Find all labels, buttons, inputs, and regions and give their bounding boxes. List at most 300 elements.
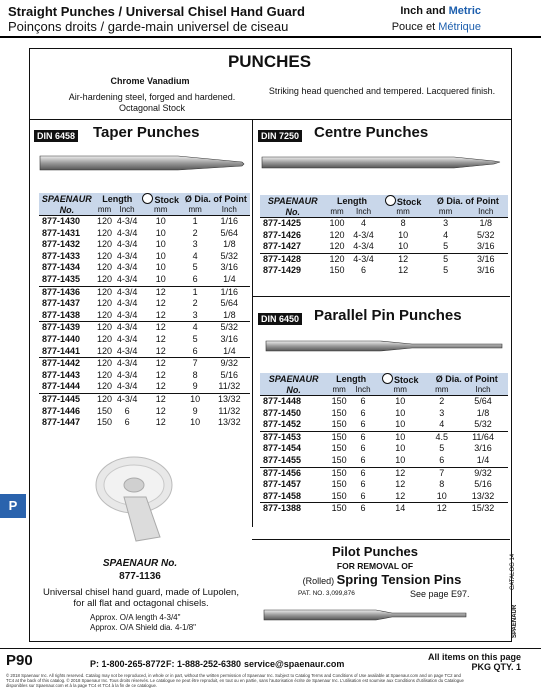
footer-fax: F: 1-888-252-6380	[166, 659, 242, 669]
part-number-cell: 877-1425	[260, 218, 325, 230]
stock-cell: 12	[155, 298, 166, 309]
stock-cell: 10	[140, 216, 182, 228]
centre-th-stock-text: Stock	[396, 197, 422, 207]
table-row	[260, 443, 508, 455]
parallel-th-brand: SPAENAUR	[260, 373, 327, 385]
pilot-line1: FOR REMOVAL OF	[336, 561, 414, 571]
table-row	[39, 274, 250, 286]
part-number-cell: 877-1429	[263, 265, 302, 276]
taper-spec-table	[39, 193, 250, 429]
page-title-fr: Poinçons droits / garde-main universel de ciseau	[8, 19, 289, 34]
catalog-side-label	[510, 550, 524, 640]
part-number-cell: 877-1447	[42, 417, 81, 428]
part-number-cell: 877-1456	[260, 467, 327, 479]
table-row	[39, 417, 250, 429]
length-inch-cell: 6	[351, 467, 375, 479]
part-number-cell: 877-1455	[263, 454, 302, 465]
parallel-th-length: Length	[327, 373, 375, 385]
stock-cell: 12	[140, 286, 182, 298]
length-mm-cell: 120	[97, 239, 113, 250]
part-number-cell: 877-1430	[39, 216, 95, 228]
part-number-cell: 877-1432	[42, 239, 81, 250]
length-inch-cell: 6	[360, 443, 366, 454]
part-number-cell: 877-1426	[263, 229, 302, 240]
length-mm-cell: 150	[329, 265, 345, 276]
stock-cell: 12	[155, 417, 166, 428]
length-inch-cell: 4-3/4	[116, 239, 138, 250]
length-mm-cell: 120	[97, 250, 113, 261]
part-number-cell: 877-1458	[263, 490, 302, 501]
table-row	[39, 370, 250, 382]
length-mm-cell: 120	[95, 322, 115, 334]
length-mm-cell: 150	[331, 454, 347, 465]
dia-inch-cell: 11/32	[218, 381, 241, 392]
part-number-cell: 877-1452	[263, 419, 302, 430]
parallel-th-mm: mm	[327, 385, 351, 396]
centre-table	[260, 195, 508, 277]
dia-mm-cell: 8	[192, 369, 198, 380]
length-mm-cell: 120	[97, 262, 113, 273]
taper-table	[39, 193, 250, 429]
table-row	[39, 262, 250, 274]
part-number-cell: 877-1443	[42, 369, 81, 380]
dia-inch-cell: 13/32	[209, 393, 250, 405]
length-mm-cell: 120	[97, 309, 113, 320]
dia-inch-cell: 5/32	[474, 419, 492, 430]
stock-cell: 12	[155, 405, 166, 416]
side-brand: SPAENAUR	[512, 604, 518, 638]
part-number-cell: 877-1388	[260, 503, 327, 515]
table-row	[260, 431, 508, 443]
stock-cell: 8	[378, 218, 427, 230]
table-row	[39, 381, 250, 393]
length-mm-cell: 120	[97, 227, 113, 238]
part-number-cell: 877-1444	[42, 381, 81, 392]
length-inch-cell: 4-3/4	[116, 273, 138, 284]
taper-th-dia-mm: mm	[182, 205, 209, 216]
pilot-line2	[262, 571, 502, 589]
parallel-title: Parallel Pin Punches	[314, 307, 462, 324]
length-mm-cell: 150	[331, 419, 347, 430]
dia-inch-cell: 13/32	[218, 417, 241, 428]
dia-mm-cell: 10	[436, 490, 447, 501]
taper-th-inch: Inch	[114, 205, 139, 216]
length-inch-cell: 6	[124, 417, 130, 428]
length-mm-cell: 150	[327, 396, 351, 408]
taper-th-brand: SPAENAUR	[39, 193, 95, 205]
length-inch-cell: 4-3/4	[116, 227, 138, 238]
dia-inch-cell: 3/16	[474, 443, 492, 454]
stock-cell: 10	[155, 273, 166, 284]
guard-brand: SPAENAUR No.	[102, 558, 178, 569]
parallel-th-inch: Inch	[351, 385, 375, 396]
page-title-en: Straight Punches / Universal Chisel Hand Guard	[8, 4, 305, 19]
guard-desc-2: for all flat and octagonal chisels.	[73, 598, 209, 609]
centre-spec-table	[260, 195, 508, 277]
dia-inch-cell: 3/16	[476, 241, 495, 252]
dia-mm-cell: 8	[439, 479, 445, 490]
table-row	[260, 479, 508, 491]
section-tab[interactable]: P	[0, 494, 26, 518]
taper-title: Taper Punches	[93, 124, 200, 141]
footer-fine-3: disponibles sur Spaenaur.com et à la page TC4 et TC4 à la fin de ce catalogue.	[6, 683, 158, 688]
stock-cell: 12	[398, 265, 409, 276]
part-number-cell: 877-1440	[42, 333, 81, 344]
stock-cell: 10	[395, 443, 406, 454]
dia-inch-cell: 5/32	[220, 250, 239, 261]
guard-number: 877-1136	[119, 571, 161, 582]
dia-mm-cell: 3	[428, 218, 464, 230]
length-inch-cell: 6	[360, 490, 366, 501]
unit-label-fr-metric: Métrique	[438, 21, 481, 33]
part-number-cell: 877-1435	[42, 273, 81, 284]
table-row	[260, 491, 508, 503]
length-mm-cell: 120	[97, 369, 113, 380]
part-number-cell: 877-1454	[263, 443, 302, 454]
dia-inch-cell: 5/16	[220, 369, 239, 380]
length-mm-cell: 120	[329, 229, 345, 240]
taper-th-length: Length	[95, 193, 140, 205]
unit-label-en-metric: Metric	[448, 5, 481, 17]
guard-length: Approx. O/A length 4-3/4"	[90, 613, 181, 622]
dia-mm-cell: 5	[192, 262, 198, 273]
dia-mm-cell: 4	[439, 419, 445, 430]
dia-inch-cell: 11/64	[458, 431, 508, 443]
length-inch-cell: 4-3/4	[116, 262, 138, 273]
centre-din-badge	[258, 126, 302, 144]
stock-cell: 12	[140, 393, 182, 405]
dia-mm-cell: 2	[426, 396, 459, 408]
dia-mm-cell: 6	[192, 273, 198, 284]
parallel-din-badge	[258, 309, 302, 327]
length-inch-cell: 6	[360, 454, 366, 465]
stock-cell: 10	[155, 262, 166, 273]
dia-inch-cell: 1/4	[223, 273, 236, 284]
centre-th-length: Length	[325, 195, 378, 207]
dia-inch-cell: 1/4	[223, 345, 236, 356]
table-row	[39, 298, 250, 310]
stock-cell: 14	[375, 503, 426, 515]
parallel-spec-table	[260, 373, 508, 515]
centre-punch-image	[258, 150, 506, 174]
stock-cell: 12	[155, 369, 166, 380]
stock-cell: 10	[398, 241, 409, 252]
length-mm-cell: 120	[95, 358, 115, 370]
length-mm-cell: 150	[327, 467, 351, 479]
dia-inch-cell: 1/8	[476, 407, 490, 418]
section-divider	[29, 119, 511, 120]
pilot-patent: PAT. NO. 3,099,876	[298, 590, 355, 597]
part-number-cell: 877-1428	[260, 253, 325, 265]
footer-pkg: PKG QTY. 1	[471, 662, 521, 672]
parallel-th-dia: Ø Dia. of Point	[426, 373, 508, 385]
length-inch-cell: 4-3/4	[116, 381, 138, 392]
table-row	[39, 358, 250, 370]
dia-inch-cell: 3/16	[463, 253, 508, 265]
guard-desc-1: Universal chisel hand guard, made of Lupolen,	[43, 587, 239, 598]
table-row	[260, 218, 508, 230]
length-mm-cell: 150	[331, 479, 347, 490]
dia-inch-cell: 3/16	[476, 265, 495, 276]
part-number-cell: 877-1457	[263, 479, 302, 490]
centre-th-dia-mm: mm	[428, 207, 464, 218]
length-inch-cell: 4-3/4	[114, 286, 139, 298]
stock-cell: 10	[155, 227, 166, 238]
stock-cell: 10	[155, 239, 166, 250]
table-row	[39, 393, 250, 405]
stock-cell: 12	[395, 490, 406, 501]
parallel-th-dia-mm: mm	[426, 385, 459, 396]
length-inch-cell: 6	[351, 503, 375, 515]
table-row	[39, 228, 250, 240]
centre-th-no: No.	[260, 207, 325, 218]
dia-inch-cell: 5/32	[476, 229, 495, 240]
centre-title: Centre Punches	[314, 124, 429, 141]
table-row	[39, 239, 250, 251]
pilot-punch-image	[260, 603, 470, 627]
part-number-cell: 877-1450	[263, 407, 302, 418]
parallel-th-dia-inch: Inch	[458, 385, 508, 396]
column-divider	[252, 119, 253, 527]
length-mm-cell: 120	[95, 286, 115, 298]
taper-th-mm: mm	[95, 205, 115, 216]
stock-cell: 12	[155, 309, 166, 320]
table-row	[260, 419, 508, 431]
unit-label-en	[400, 5, 481, 17]
length-mm-cell: 150	[327, 431, 351, 443]
stock-cell: 12	[375, 467, 426, 479]
dia-mm-cell: 6	[192, 345, 198, 356]
taper-th-dia-inch: Inch	[209, 205, 250, 216]
length-mm-cell: 150	[331, 443, 347, 454]
pilot-title: Pilot Punches	[332, 544, 418, 559]
length-inch-cell: 4-3/4	[116, 309, 138, 320]
catalog-label: CATALOG 14	[510, 553, 516, 590]
stock-cell: 10	[395, 454, 406, 465]
length-inch-cell: 4-3/4	[114, 358, 139, 370]
length-inch-cell: 6	[351, 431, 375, 443]
dia-inch-cell: 5/16	[474, 479, 492, 490]
table-row	[39, 251, 250, 263]
stock-cell: 10	[375, 431, 426, 443]
parallel-th-stock	[375, 373, 426, 385]
stock-cell: 12	[140, 358, 182, 370]
stock-cell: 12	[155, 345, 166, 356]
section-title: PUNCHES	[227, 52, 312, 71]
dia-mm-cell: 4	[192, 250, 198, 261]
parallel-th-stock-mm: mm	[375, 385, 426, 396]
length-mm-cell: 120	[95, 393, 115, 405]
centre-th-brand: SPAENAUR	[260, 195, 325, 207]
dia-inch-cell: 5/32	[209, 322, 250, 334]
centre-th-stock	[378, 195, 427, 207]
dia-mm-cell: 2	[192, 298, 198, 309]
table-row	[260, 396, 508, 408]
taper-din-text: DIN 6458	[34, 130, 78, 142]
taper-th-dia: Ø Dia. of Point	[182, 193, 250, 205]
length-mm-cell: 120	[95, 216, 115, 228]
stock-cell: 12	[155, 333, 166, 344]
dia-mm-cell: 4	[443, 229, 449, 240]
table-row	[39, 346, 250, 358]
length-inch-cell: 6	[351, 396, 375, 408]
length-mm-cell: 150	[331, 407, 347, 418]
dia-inch-cell: 1/8	[463, 218, 508, 230]
table-row	[260, 241, 508, 253]
part-number-cell: 877-1433	[42, 250, 81, 261]
centre-th-stock-mm: mm	[378, 207, 427, 218]
dia-inch-cell: 5/64	[220, 298, 239, 309]
table-row	[39, 286, 250, 298]
dia-mm-cell: 3	[192, 239, 198, 250]
stock-cell: 12	[155, 381, 166, 392]
stock-cell: 12	[395, 479, 406, 490]
length-mm-cell: 120	[97, 381, 113, 392]
dia-mm-cell: 9	[192, 405, 198, 416]
length-inch-cell: 4-3/4	[116, 333, 138, 344]
part-number-cell: 877-1427	[263, 241, 302, 252]
table-row	[260, 408, 508, 420]
head-desc: Striking head quenched and tempered. Lacquered finish.	[268, 86, 496, 96]
length-inch-cell: 6	[360, 479, 366, 490]
dia-inch-cell: 13/32	[471, 490, 495, 501]
part-number-cell: 877-1441	[42, 345, 81, 356]
length-mm-cell: 120	[325, 253, 348, 265]
dia-mm-cell: 9	[192, 381, 198, 392]
taper-th-stock	[140, 193, 182, 205]
pilot-line2-b: Spring Tension Pins	[336, 572, 462, 587]
length-inch-cell: 4-3/4	[353, 229, 374, 240]
dia-mm-cell: 3	[439, 407, 445, 418]
length-mm-cell: 150	[97, 417, 113, 428]
dia-mm-cell: 7	[182, 358, 209, 370]
table-row	[260, 455, 508, 467]
length-mm-cell: 150	[327, 503, 351, 515]
part-number-cell: 877-1431	[42, 227, 81, 238]
dia-mm-cell: 5	[443, 241, 449, 252]
stock-cell: 10	[395, 419, 406, 430]
dia-mm-cell: 5	[443, 265, 449, 276]
page-number: P90	[6, 652, 33, 669]
table-row	[260, 503, 508, 515]
parallel-din-text: DIN 6450	[258, 313, 302, 325]
centre-th-mm: mm	[325, 207, 348, 218]
length-mm-cell: 100	[325, 218, 348, 230]
parallel-th-stock-text: Stock	[393, 375, 419, 385]
part-number-cell: 877-1438	[42, 309, 81, 320]
material-desc-1: Air-hardening steel, forged and hardened.	[68, 92, 236, 102]
centre-din-text: DIN 7250	[258, 130, 302, 142]
material-desc-2: Octagonal Stock	[118, 103, 186, 113]
dia-mm-cell: 6	[439, 454, 445, 465]
parallel-table	[260, 373, 508, 515]
dia-inch-cell: 1/4	[476, 454, 490, 465]
dia-inch-cell: 15/32	[458, 503, 508, 515]
part-number-cell: 877-1446	[42, 405, 81, 416]
footer-rule	[0, 648, 541, 649]
dia-mm-cell: 12	[426, 503, 459, 515]
parallel-punch-image	[262, 333, 506, 359]
dia-mm-cell: 5	[192, 333, 198, 344]
footer-email[interactable]: service@spaenaur.com	[244, 659, 345, 669]
footer-items-note: All items on this page	[427, 652, 521, 662]
footer-phone: P: 1-800-265-8772	[90, 659, 166, 669]
dia-mm-cell: 3	[192, 309, 198, 320]
dia-mm-cell: 2	[192, 227, 198, 238]
material-label: Chrome Vanadium	[110, 76, 190, 86]
footer-fine-2: TC4 at the back of this catalog. © 2018 Spaenaur Inc. Tous droits réservés. Le catalogue ne peut être reproduit, en tout ou en partie, sans l'autorisation écrite de Spaenaur Inc. L'utilisation est soumise aux Conditions d'utilisation du Catalogue	[6, 678, 464, 683]
length-inch-cell: 4	[349, 218, 379, 230]
stock-cell: 10	[375, 396, 426, 408]
guard-shield: Approx. O/A Shield dia. 4-1/8"	[90, 623, 197, 632]
dia-mm-cell: 1	[182, 286, 209, 298]
length-inch-cell: 6	[360, 419, 366, 430]
pilot-divider	[252, 539, 510, 540]
pilot-see-page[interactable]: See page E97.	[410, 589, 470, 599]
taper-th-stock-text: Stock	[154, 195, 179, 205]
stock-cell: 12	[378, 253, 427, 265]
dia-mm-cell: 5	[439, 443, 445, 454]
table-row	[260, 467, 508, 479]
length-mm-cell: 120	[97, 273, 113, 284]
dia-mm-cell: 1	[182, 216, 209, 228]
unit-label-fr	[392, 21, 481, 33]
length-inch-cell: 4-3/4	[114, 393, 139, 405]
dia-mm-cell: 4	[182, 322, 209, 334]
length-inch-cell: 4-3/4	[116, 298, 138, 309]
dia-inch-cell: 1/8	[223, 309, 236, 320]
dia-inch-cell: 1/8	[223, 239, 236, 250]
length-mm-cell: 150	[331, 490, 347, 501]
centre-th-inch: Inch	[349, 207, 379, 218]
centre-th-dia: Ø Dia. of Point	[428, 195, 508, 207]
header-rule	[0, 36, 541, 38]
dia-inch-cell: 9/32	[209, 358, 250, 370]
length-inch-cell: 4-3/4	[114, 216, 139, 228]
table-row	[39, 216, 250, 228]
length-mm-cell: 120	[97, 345, 113, 356]
hand-guard-image	[88, 445, 198, 545]
unit-label-en-text: Inch and	[400, 5, 449, 17]
dia-inch-cell: 11/32	[218, 405, 241, 416]
dia-mm-cell: 10	[182, 393, 209, 405]
part-number-cell: 877-1448	[260, 396, 327, 408]
dia-inch-cell: 3/16	[220, 333, 239, 344]
length-mm-cell: 120	[97, 333, 113, 344]
length-inch-cell: 4-3/4	[114, 322, 139, 334]
dia-inch-cell: 1/16	[209, 216, 250, 228]
length-mm-cell: 150	[97, 405, 113, 416]
dia-inch-cell: 5/64	[458, 396, 508, 408]
taper-punch-image	[36, 150, 248, 176]
stock-cell: 10	[155, 250, 166, 261]
dia-mm-cell: 5	[428, 253, 464, 265]
length-inch-cell: 4-3/4	[116, 369, 138, 380]
table-row	[260, 265, 508, 277]
dia-mm-cell: 10	[190, 417, 201, 428]
length-inch-cell: 6	[124, 405, 130, 416]
dia-mm-cell: 7	[426, 467, 459, 479]
part-number-cell: 877-1453	[260, 431, 327, 443]
dia-inch-cell: 3/16	[220, 262, 239, 273]
pilot-line2-a: (Rolled)	[302, 576, 337, 586]
part-number-cell: 877-1437	[42, 298, 81, 309]
unit-label-fr-text: Pouce et	[391, 21, 439, 33]
length-inch-cell: 6	[360, 407, 366, 418]
table-row	[39, 310, 250, 322]
length-mm-cell: 120	[329, 241, 345, 252]
length-mm-cell: 120	[97, 298, 113, 309]
